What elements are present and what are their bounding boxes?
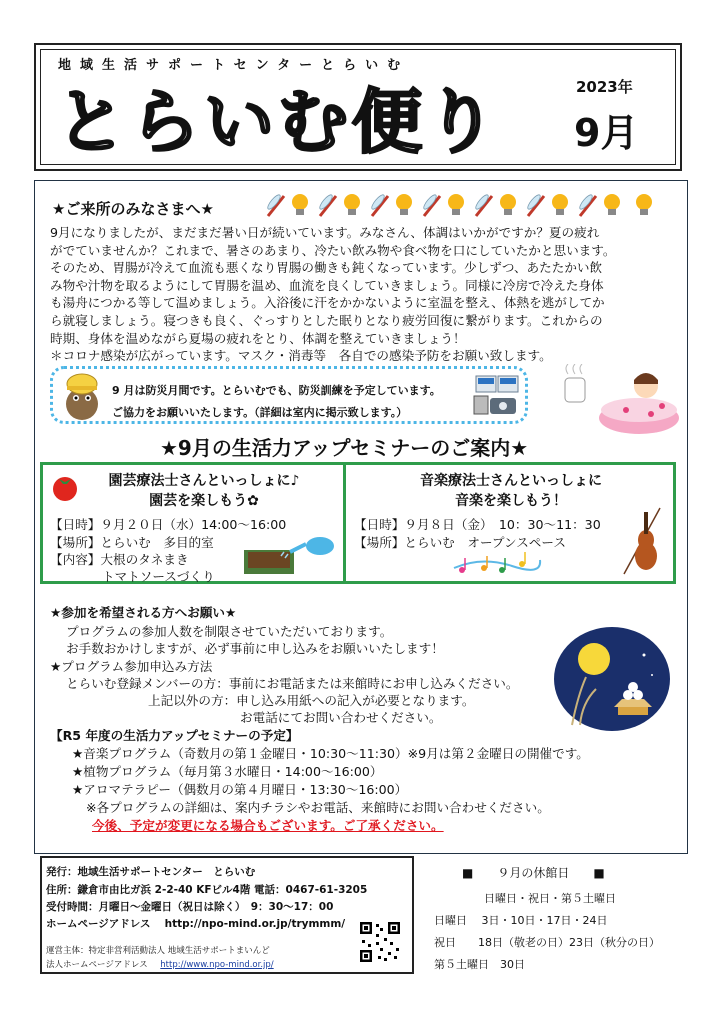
r5-program-line: ★植物プログラム（毎月第３水曜日・14:00～16:00） bbox=[72, 764, 383, 779]
bousai-line: 9 月は防災月間です。とらいむでも、防災訓練を予定しています。 bbox=[112, 384, 441, 397]
seminar-left-content: 【内容】大根のタネまき bbox=[50, 552, 189, 567]
corp-homepage-link[interactable]: http://www.npo-mind.or.jp/ bbox=[160, 960, 274, 970]
issue-month: 9月 bbox=[574, 111, 639, 155]
org-name: 地域生活サポートセンターとらいむ bbox=[58, 58, 410, 73]
seminar-left-subheading: 園芸を楽しもう✿ bbox=[149, 493, 259, 509]
intro-line: そのため、胃腸が冷えて血流も悪くなり胃腸の働きも鈍くなっています。少しずつ、あたたかい飲 bbox=[50, 260, 603, 276]
holiday-sundays: 日曜日 3日・10日・17日・24日 bbox=[434, 914, 608, 927]
music-notes-icon bbox=[452, 548, 542, 580]
holiday-title: ■ ９月の休館日 ■ bbox=[462, 866, 605, 880]
violin-icon bbox=[620, 504, 664, 578]
mascot-helmet-icon bbox=[60, 370, 104, 422]
covid-notice: ＊コロナ感染が広がっています。マスク・消毒等 各自での感染予防をお願い致します。 bbox=[50, 348, 552, 364]
publisher: 発行：地域生活サポートセンター とらいむ bbox=[46, 866, 256, 878]
application-method-line: とらいむ登録メンバーの方：事前にお電話または来館時にお申し込みください。 bbox=[66, 676, 519, 691]
r5-program-line: ★音楽プログラム（奇数月の第１金曜日・10:30～11:30）※9月は第２金曜日の開催です。 bbox=[72, 746, 589, 761]
corp-homepage bbox=[46, 958, 274, 970]
newsletter-title: とらいむ便り bbox=[56, 81, 500, 163]
holiday-subtitle: 日曜日・祝日・第５土曜日 bbox=[484, 892, 616, 905]
seminar-left-date: 【日時】９月２０日（水）14:00～16:00 bbox=[50, 517, 287, 532]
intro-line: 時期、身体を温めながら夏場の疲れをとり、体調を整えていきましょう！ bbox=[50, 330, 466, 346]
r5-program-line: ★アロマテラピー（偶数月の第４月曜日・13:30～16:00） bbox=[72, 782, 408, 797]
participation-line: お手数おかけしますが、必ず事前に申し込みをお願いいたします！ bbox=[66, 641, 444, 656]
address: 住所：鎌倉市由比ガ浜 2-2-40 KFビル4階 電話：0467-61-3205 bbox=[46, 884, 368, 896]
participation-line: プログラムの参加人数を制限させていただいております。 bbox=[66, 624, 393, 639]
application-method-line: 上記以外の方：申し込み用紙への記入が必要となります。 bbox=[148, 693, 475, 708]
bath-icon bbox=[596, 360, 682, 440]
intro-line: み物や汁物を取るようにして胃腸を温め、血流を良くしていきましょう。同様に冷房で冷えた身体 bbox=[50, 277, 604, 293]
tomato-icon bbox=[50, 472, 80, 502]
seminar-left-heading: 園芸療法士さんといっしょに♪ bbox=[108, 473, 300, 489]
application-method-heading: ★プログラム参加申込み方法 bbox=[50, 659, 213, 674]
greeting-heading: ★ご来所のみなさまへ★ bbox=[52, 200, 214, 218]
intro-line: ら就寝しましょう。寝つきも良く、ぐっすりとした眠りとなり疲労回復に繋がります。これからの bbox=[50, 313, 603, 328]
seminar-divider bbox=[343, 462, 346, 584]
homepage-address: ホームページアドレス http://npo-mind.or.jp/trymmm/ bbox=[46, 918, 346, 930]
intro-line: 9月になりましたが、まだまだ暑い日が続いています。みなさん、体調はいかがですか？夏の疲れ bbox=[50, 225, 600, 240]
seminar-right-date: 【日時】９月８日（金） 10：30～11：30 bbox=[354, 517, 601, 532]
participation-heading: ★参加を希望される方へお願い★ bbox=[50, 605, 237, 620]
holiday-national: 祝日 18日（敬老の日）23日（秋分の日） bbox=[434, 936, 660, 949]
dragonfly-icon bbox=[266, 193, 284, 216]
application-method-line: お電話にてお問い合わせください。 bbox=[240, 710, 442, 725]
corp-homepage-label: 法人ホームページアドレス bbox=[46, 960, 148, 970]
issue-year: 2023年 bbox=[576, 78, 633, 96]
gardening-icon bbox=[240, 528, 340, 580]
seminar-title: ★9月の生活力アップセミナーのご案内★ bbox=[160, 436, 529, 460]
emergency-supplies-icon bbox=[472, 372, 522, 418]
office-hours: 受付時間：月曜日～金曜日（祝日は除く） 9：30～17：00 bbox=[46, 901, 334, 913]
qr-code-icon bbox=[358, 920, 402, 964]
schedule-change-warning: 今後、予定が変更になる場合もございます。ご了承ください。 bbox=[92, 818, 444, 833]
r5-schedule-heading: 【R5 年度の生活力アップセミナーの予定】 bbox=[50, 728, 299, 743]
intro-line: も湯舟につかる等して温めましょう。入浴後に汗をかかないように室温を整え、体熱を逃がしてか bbox=[50, 295, 605, 311]
moon-viewing-icon bbox=[552, 625, 672, 733]
hot-drink-icon bbox=[560, 364, 590, 406]
bousai-line: ご協力をお願いいたします。（詳細は室内に掲示致します。） bbox=[112, 406, 408, 419]
seminar-right-place: 【場所】とらいむ オープンスペース bbox=[354, 535, 566, 550]
seminar-right-heading: 音楽療法士さんといっしょに bbox=[420, 473, 602, 489]
operator: 運営主体：特定非営利活動法人 地域生活サポートまいんど bbox=[46, 946, 270, 956]
seminar-right-subheading: 音楽を楽しもう！ bbox=[455, 493, 567, 509]
lightbulb-icon bbox=[292, 194, 308, 215]
holiday-fifth-saturday: 第５土曜日 30日 bbox=[434, 958, 525, 971]
seminar-left-content2: トマトソースづくり bbox=[102, 569, 215, 584]
r5-note: ※各プログラムの詳細は、案内チラシやお電話、来館時にお問い合わせください。 bbox=[86, 800, 550, 815]
seminar-left-place: 【場所】とらいむ 多目的室 bbox=[50, 535, 214, 550]
dragonfly-lightbulb-decoration bbox=[264, 190, 659, 220]
intro-line: がでていませんか？これまで、暑さのあまり、冷たい飲み物や食べ物を口にしていたかと思います。 bbox=[50, 242, 616, 258]
